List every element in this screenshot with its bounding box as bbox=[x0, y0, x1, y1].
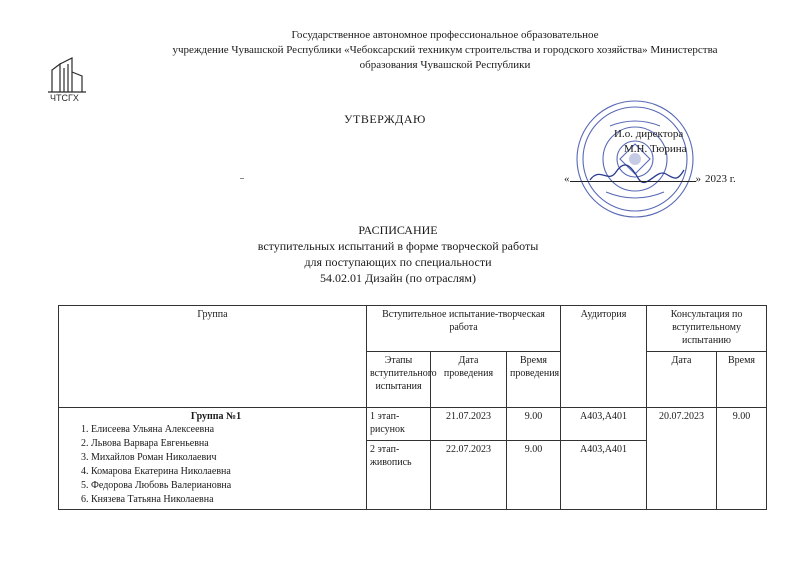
svg-text:ЧТСГХ: ЧТСГХ bbox=[50, 93, 79, 102]
title-line-4: 54.02.01 Дизайн (по отраслям) bbox=[320, 271, 476, 285]
org-line-1: Государственное автономное профессиональное образовательное bbox=[291, 29, 599, 41]
dot-mark bbox=[240, 178, 244, 179]
consultation-time: 9.00 bbox=[717, 408, 767, 510]
org-line-2: учреждение Чувашской Республики «Чебоксарский техникум строительства и городского хозяйства» Министерства bbox=[172, 44, 718, 56]
table-row bbox=[59, 408, 767, 441]
header-consultation: Консультация по вступительному испытанию bbox=[647, 306, 767, 352]
list-item: 6. Князева Татьяна Николаевна bbox=[91, 493, 363, 507]
stage-2-auditorium: А403,А401 bbox=[561, 440, 647, 509]
approve-label: УТВЕРЖДАЮ bbox=[344, 112, 426, 126]
title-line-3: для поступающих по специальности bbox=[304, 255, 492, 269]
college-logo bbox=[46, 54, 104, 102]
header-cons-time: Время bbox=[717, 352, 767, 408]
title-line-2: вступительных испытаний в форме творческой работы bbox=[257, 239, 539, 253]
list-item: 5. Федорова Любовь Валериановна bbox=[91, 479, 363, 493]
header-exam: Вступительное испытание-творческая работа bbox=[367, 306, 561, 352]
header-time: Время проведения bbox=[507, 352, 561, 408]
group-cell bbox=[59, 408, 367, 510]
consultation-date: 20.07.2023 bbox=[647, 408, 717, 510]
list-item: 1. Елисеева Ульяна Алексеевна bbox=[91, 423, 363, 437]
date-close-quote: » bbox=[695, 173, 701, 185]
header-group: Группа bbox=[59, 306, 367, 408]
schedule-title bbox=[200, 222, 596, 286]
header-stages: Этапы вступительного испытания bbox=[367, 352, 431, 408]
list-item: 4. Комарова Екатерина Николаевна bbox=[91, 465, 363, 479]
director-name: М.Н. Тюрина bbox=[624, 143, 687, 155]
stage-2-time: 9.00 bbox=[507, 440, 561, 509]
date-blank bbox=[570, 181, 696, 182]
stamp-seal-icon bbox=[570, 96, 700, 222]
stage-1-auditorium: А403,А401 bbox=[561, 408, 647, 441]
stage-1-time: 9.00 bbox=[507, 408, 561, 441]
approval-date bbox=[564, 173, 736, 185]
org-line-3: образования Чувашской Республики bbox=[359, 59, 531, 71]
organization-header bbox=[120, 28, 770, 73]
stage-2-date: 22.07.2023 bbox=[431, 440, 507, 509]
list-item: 3. Михайлов Роман Николаевич bbox=[91, 451, 363, 465]
header-date: Дата проведения bbox=[431, 352, 507, 408]
director-title: И.о. директора bbox=[614, 128, 684, 140]
date-year: 2023 г. bbox=[705, 173, 736, 185]
title-line-1: РАСПИСАНИЕ bbox=[358, 223, 438, 237]
stage-2: 2 этап-живопись bbox=[367, 440, 431, 509]
schedule-table bbox=[58, 305, 767, 510]
header-auditorium: Аудитория bbox=[561, 306, 647, 408]
stage-1-date: 21.07.2023 bbox=[431, 408, 507, 441]
header-cons-date: Дата bbox=[647, 352, 717, 408]
building-logo-icon bbox=[46, 54, 104, 102]
stage-1: 1 этап-рисунок bbox=[367, 408, 431, 441]
group-name: Группа №1 bbox=[190, 411, 242, 422]
table-header-row bbox=[59, 306, 767, 352]
date-open-quote: « bbox=[564, 173, 570, 185]
list-item: 2. Львова Варвара Евгеньевна bbox=[91, 437, 363, 451]
member-list bbox=[69, 423, 363, 507]
official-stamp bbox=[570, 96, 700, 222]
